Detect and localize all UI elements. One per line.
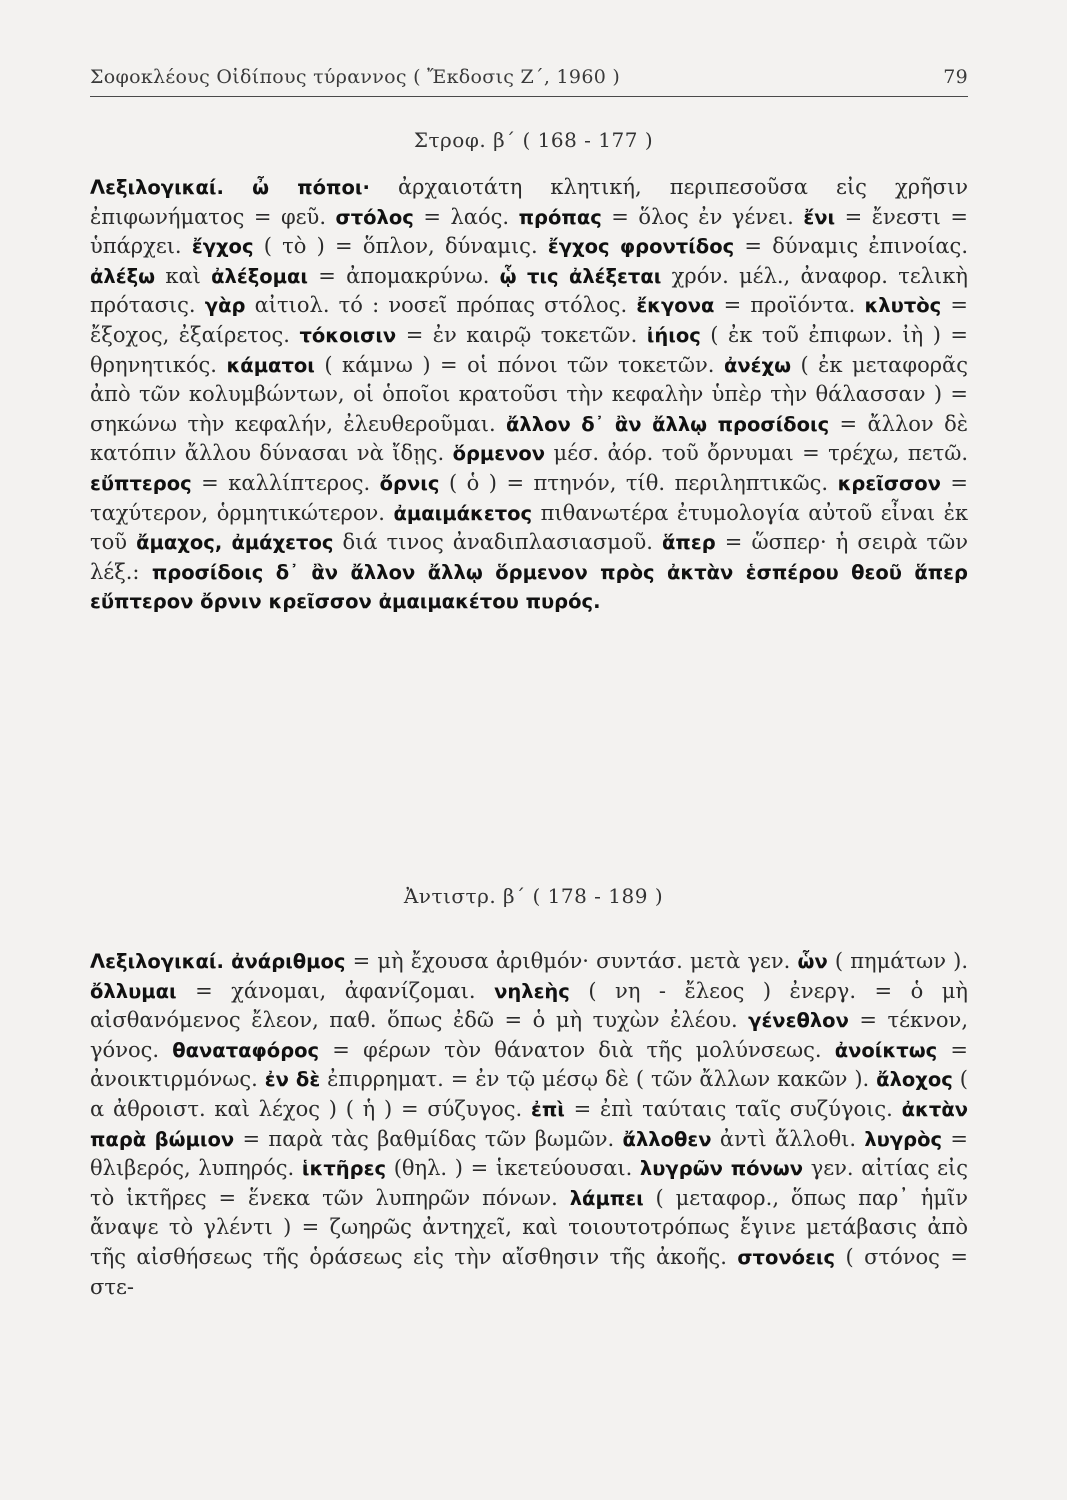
glossary-term: ἐν δὲ — [264, 1068, 321, 1092]
glossary-text: ( μεταφορ., ὅπως παρ᾽ ἡμῖν ἄναψε τὸ γλέντι ) = ζωηρῶς ἀντηχεῖ, καὶ τοιουτοτρόπως ἔγινε μετάβασις ἀπὸ τῆς αἰσθήσεως τῆς ὁράσεως εἰς τὴν αἴσθησιν τῆς ἀκοῆς. — [90, 1185, 975, 1269]
glossary-text: ἀρχαιοτάτη κλητική, περιπεσοῦσα εἰς χρῆσιν ἐπιφωνήματος = φεῦ. — [90, 175, 975, 229]
glossary-term: λυγρὸς — [864, 1127, 943, 1151]
glossary-term: ἅπερ — [662, 531, 716, 555]
glossary-term: ἄλοχος — [876, 1068, 953, 1092]
glossary-term: ἄμαχος, ἀμάχετος — [136, 531, 334, 555]
glossary-term: ὦ πόποι· — [252, 176, 370, 199]
glossary-text: = δύναμις ἐπινοίας. — [734, 234, 975, 259]
glossary-term: θαναταφόρος — [172, 1038, 320, 1062]
glossary-term: εὔπτερος — [90, 471, 192, 495]
glossary-term: ἰήιος — [646, 323, 701, 347]
glossary-text: καὶ — [155, 263, 212, 288]
glossary-text: = προϊόντα. — [714, 293, 865, 318]
glossary-term: νηλεὴς — [494, 979, 570, 1003]
running-head — [90, 66, 968, 97]
glossary-term: ἐπὶ — [530, 1097, 565, 1121]
glossary-text: ( α ἀθροιστ. καὶ λέχος ) ( ἡ ) = σύζυγος. — [90, 1067, 975, 1121]
glossary-text: = μὴ ἔχουσα ἀριθμόν· συντάσ. μετὰ γεν. — [345, 949, 798, 973]
glossary-term: ὅρμενον — [452, 442, 546, 466]
glossary-text: χρόν. μέλ., ἀναφορ. τελικὴ πρότασις. — [90, 263, 975, 318]
glossary-text: = ἔνεστι = ὑπάρχει. — [90, 204, 975, 259]
glossary-term: κλυτὸς — [864, 294, 942, 318]
glossary-term: γὰρ — [204, 294, 246, 318]
glossary-term: ἄλλον δ᾽ ἂν ἄλλῳ προσίδοις — [506, 412, 830, 436]
antistrophe-glossary-paragraph — [90, 947, 975, 1302]
glossary-term: ἀνέχω — [723, 353, 792, 377]
glossary-text: = ταχύτερον, ὁρμητικώτερον. — [90, 470, 975, 525]
glossary-text: ( κάμνω ) = οἱ πόνοι τῶν τοκετῶν. — [314, 352, 724, 377]
glossary-text: = φέρων τὸν θάνατον διὰ τῆς μολύνσεως. — [319, 1037, 835, 1062]
glossary-term: ἀλέξομαι — [211, 264, 308, 288]
strophe-heading: Στροφ. β΄ ( 168 - 177 ) — [413, 128, 654, 152]
glossary-text: ἐπιρρηματ. = ἐν τῷ μέσῳ δὲ ( τῶν ἄλλων κακῶν ). — [320, 1067, 877, 1092]
glossary-text: = ἐν καιρῷ τοκετῶν. — [396, 322, 647, 347]
glossary-term: λάμπει — [569, 1186, 644, 1210]
glossary-term: ἀκτὰν παρὰ βώμιον — [90, 1097, 968, 1151]
page-number: 79 — [943, 66, 968, 88]
glossary-text: = ἀπομακρύνω. — [308, 263, 500, 288]
glossary-text: ( νη - ἔλεος ) ἐνεργ. = ὁ μὴ αἰσθανόμενος ἔλεον, παθ. ὅπως ἐδῶ = ὁ μὴ τυχὼν ἐλέου. — [90, 978, 975, 1033]
glossary-term: ἀλέξω — [90, 264, 156, 288]
glossary-text: = ὅλος ἐν γένει. — [601, 204, 804, 229]
strophe-glossary-paragraph — [90, 173, 975, 617]
glossary-term: ἔκγονα — [636, 294, 715, 318]
glossary-text: ἀντὶ ἄλλοθι. — [711, 1126, 865, 1151]
glossary-term: Λεξιλογικαί. — [90, 176, 224, 199]
glossary-text: μέσ. ἀόρ. τοῦ ὄρνυμαι = τρέχω, πετῶ. — [545, 441, 975, 466]
glossary-text: = λαός. — [413, 204, 519, 229]
glossary-text: διά τινος ἀναδιπλασιασμοῦ. — [333, 530, 663, 555]
glossary-text: ( στόνος = στε- — [90, 1244, 975, 1299]
glossary-term: γένεθλον — [748, 1009, 849, 1033]
glossary-text: = ἔξοχος, ἐξαίρετος. — [90, 293, 975, 347]
glossary-text: = τέκνον, γόνος. — [90, 1008, 975, 1062]
glossary-text: = παρὰ τὰς βαθμίδας τῶν βωμῶν. — [234, 1126, 623, 1151]
glossary-term: στονόεις — [737, 1245, 836, 1269]
glossary-text: = ἄλλον δὲ κατόπιν ἄλλου δύνασαι νὰ ἴδῃς. — [90, 411, 975, 466]
glossary-term: πρόπας — [518, 205, 602, 229]
glossary-text: (θηλ. ) = ἱκετεύουσαι. — [386, 1156, 640, 1181]
glossary-term: ἔνι — [803, 205, 836, 229]
glossary-term: στόλος — [335, 205, 414, 229]
glossary-text: ( ἐκ τοῦ ἐπιφων. ἰὴ ) = θρηνητικός. — [90, 322, 975, 377]
glossary-term: κρεῖσσον — [837, 471, 941, 495]
glossary-text: ( πημάτων ). — [827, 949, 975, 973]
glossary-term: λυγρῶν πόνων — [639, 1157, 804, 1181]
glossary-text: ( ὁ ) = πτηνόν, τίθ. περιληπτικῶς. — [439, 470, 838, 495]
glossary-term: ἄλλοθεν — [622, 1127, 712, 1151]
glossary-text: = θλιβερός, λυπηρός. — [90, 1126, 975, 1181]
glossary-term: ἀνάριθμος — [231, 950, 346, 973]
glossary-term: ὄρνις — [379, 471, 440, 495]
glossary-text: = χάνομαι, ἀφανίζομαι. — [176, 978, 495, 1003]
glossary-term: τόκοισιν — [299, 323, 397, 347]
glossary-text: = ἀνοικτιρμόνως. — [90, 1037, 975, 1092]
glossary-term: κάματοι — [226, 353, 315, 377]
glossary-text: = καλλίπτερος. — [191, 470, 380, 495]
glossary-text: γεν. αἰτίας εἰς τὸ ἱκτῆρες = ἕνεκα τῶν λυπηρῶν πόνων. — [90, 1156, 975, 1210]
glossary-text: = ὥσπερ· ἡ σειρὰ τῶν λέξ.: — [90, 530, 975, 584]
glossary-term: ὧν — [797, 950, 828, 973]
running-head-title: Σοφοκλέους Οἰδίπους τύραννος ( Ἔκδοσις Ζ΄, 1960 ) — [90, 66, 621, 88]
glossary-term: ἔγχος — [191, 235, 254, 259]
glossary-term: ἱκτῆρες — [301, 1157, 387, 1181]
glossary-text — [224, 175, 252, 199]
glossary-term: ἀμαιμάκετος — [393, 501, 533, 525]
glossary-text: πιθανωτέρα ἐτυμολογία αὐτοῦ εἶναι ἐκ τοῦ — [90, 500, 975, 555]
glossary-term: Λεξιλογικαί. — [90, 950, 224, 973]
glossary-text: αἰτιολ. τό : νοσεῖ πρόπας στόλος. — [245, 293, 637, 318]
glossary-term: ὄλλυμαι — [90, 979, 177, 1003]
glossary-text: = ἐπὶ ταύταις ταῖς συζύγοις. — [564, 1096, 902, 1121]
glossary-term: ᾧ τις ἀλέξεται — [499, 264, 662, 288]
glossary-term: ἀνοίκτως — [834, 1038, 938, 1062]
glossary-text: ( ἐκ μεταφορᾶς ἀπὸ τῶν κολυμβώντων, οἱ ὁποῖοι κρατοῦσι τὴν κεφαλὴν ὑπὲρ τὴν θάλασσαν ) = σηκώνω τὴν κεφαλήν, ἐλευθεροῦμαι. — [90, 352, 975, 436]
antistrophe-heading: Ἀντιστρ. β΄ ( 178 - 189 ) — [403, 884, 664, 908]
glossary-term: προσίδοις δ᾽ ἂν ἄλλον ἄλλῳ ὅρμενον πρὸς ἀκτὰν ἑσπέρου θεοῦ ἅπερ εὔπτερον ὄρνιν κρεῖσσον ἀμαιμακέτου πυρός. — [90, 560, 968, 614]
glossary-term: ἔγχος φροντίδος — [547, 235, 735, 259]
glossary-text: ( τὸ ) = ὅπλον, δύναμις. — [253, 234, 548, 259]
